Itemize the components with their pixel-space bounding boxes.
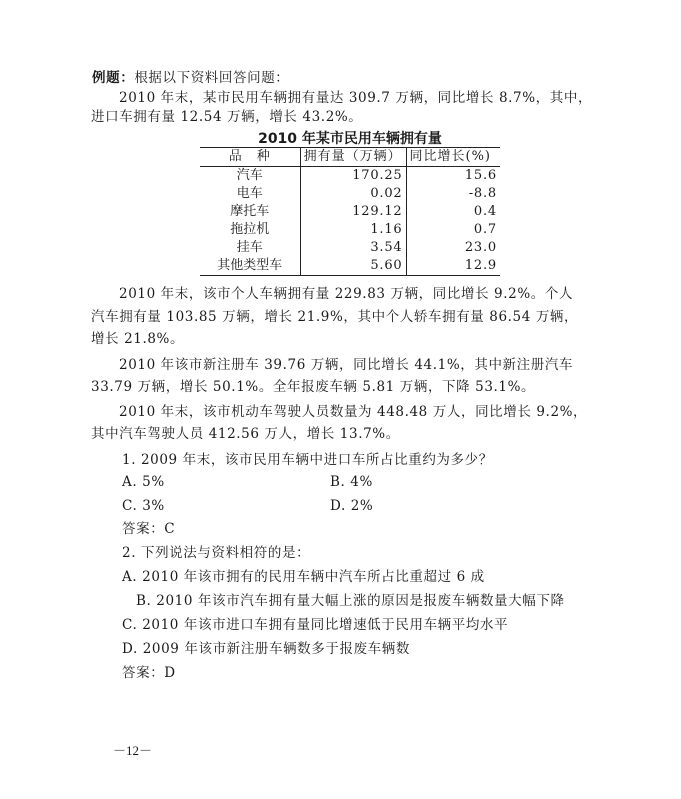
- para2-line2: 汽车拥有量 103.85 万辆，增长 21.9%，其中个人轿车拥有量 86.54 万辆，: [91, 309, 579, 325]
- cell-type: 拖拉机: [230, 222, 270, 237]
- table-row: [200, 257, 500, 276]
- table-header-row: [200, 148, 500, 167]
- cell-count: 0.02: [300, 185, 406, 203]
- q2-option-b: B. 2010 年该市汽车拥有量大幅上涨的原因是报废车辆数量大幅下降: [136, 593, 565, 609]
- cell-count: 3.54: [300, 239, 406, 257]
- q2-option-a: A. 2010 年该市拥有的民用车辆中汽车所占比重超过 6 成: [122, 569, 485, 585]
- header-type: 品 种: [200, 148, 300, 167]
- para1-line2: 进口车拥有量 12.54 万辆，增长 43.2%。: [91, 109, 363, 125]
- q1-option-c: C. 3%: [122, 498, 165, 514]
- cell-growth: 0.4: [473, 204, 497, 219]
- question-2: 2. 下列说法与资料相符的是：: [122, 545, 311, 561]
- cell-growth: -8.8: [468, 186, 497, 201]
- para4-line2: 其中汽车驾驶人员 412.56 万人，增长 13.7%。: [91, 426, 400, 442]
- page-number: －12－: [113, 743, 153, 758]
- table-row: [200, 239, 500, 257]
- para3-line1: 2010 年该市新注册车 39.76 万辆，同比增长 44.1%，其中新注册汽车: [119, 357, 574, 373]
- cell-type: 挂车: [236, 240, 263, 255]
- cell-type: 其他类型车: [217, 258, 283, 273]
- intro-line: [92, 69, 289, 87]
- q1-option-b: B. 4%: [330, 474, 373, 490]
- intro-label: 例题：: [92, 70, 135, 86]
- cell-growth: 0.7: [473, 222, 497, 237]
- table-row: [200, 203, 500, 221]
- cell-growth: 12.9: [464, 258, 497, 273]
- table-title: 2010 年某市民用车辆拥有量: [258, 131, 442, 147]
- q1-option-d: D. 2%: [330, 498, 374, 514]
- cell-type: 摩托车: [230, 204, 270, 219]
- table-row: [200, 221, 500, 239]
- cell-type: 汽车: [236, 168, 263, 183]
- para1-line1: 2010 年末，某市民用车辆拥有量达 309.7 万辆，同比增长 8.7%，其中，: [119, 90, 593, 106]
- para4-line1: 2010 年末，该市机动车驾驶人员数量为 448.48 万人，同比增长 9.2%，: [119, 404, 588, 420]
- q2-option-c: C. 2010 年该市进口车拥有量同比增速低于民用车辆平均水平: [122, 617, 509, 633]
- header-count: 拥有量（万辆）: [300, 148, 406, 167]
- cell-type: 电车: [236, 186, 263, 201]
- q2-answer: 答案：D: [122, 665, 176, 681]
- q2-option-d: D. 2009 年该市新注册车辆数多于报废车辆数: [122, 641, 410, 657]
- para2-line1: 2010 年末，该市个人车辆拥有量 229.83 万辆，同比增长 9.2%。个人: [119, 286, 574, 302]
- cell-growth: 23.0: [464, 240, 497, 255]
- cell-count: 1.16: [300, 221, 406, 239]
- intro-text: 根据以下资料回答问题：: [134, 70, 290, 86]
- cell-count: 129.12: [300, 203, 406, 221]
- question-1: 1. 2009 年末，该市民用车辆中进口车所占比重约为多少？: [122, 452, 493, 468]
- table-row: [200, 167, 500, 186]
- para2-line3: 增长 21.8%。: [91, 331, 185, 347]
- cell-count: 170.25: [300, 167, 406, 186]
- cell-count: 5.60: [300, 257, 406, 276]
- table-row: [200, 185, 500, 203]
- para3-line2: 33.79 万辆，增长 50.1%。全年报废车辆 5.81 万辆，下降 53.1%。: [91, 379, 536, 395]
- header-growth: 同比增长(%): [406, 148, 500, 167]
- q1-answer: 答案：C: [122, 521, 176, 537]
- q1-option-a: A. 5%: [122, 474, 165, 490]
- vehicle-table: [200, 147, 500, 276]
- cell-growth: 15.6: [464, 168, 497, 183]
